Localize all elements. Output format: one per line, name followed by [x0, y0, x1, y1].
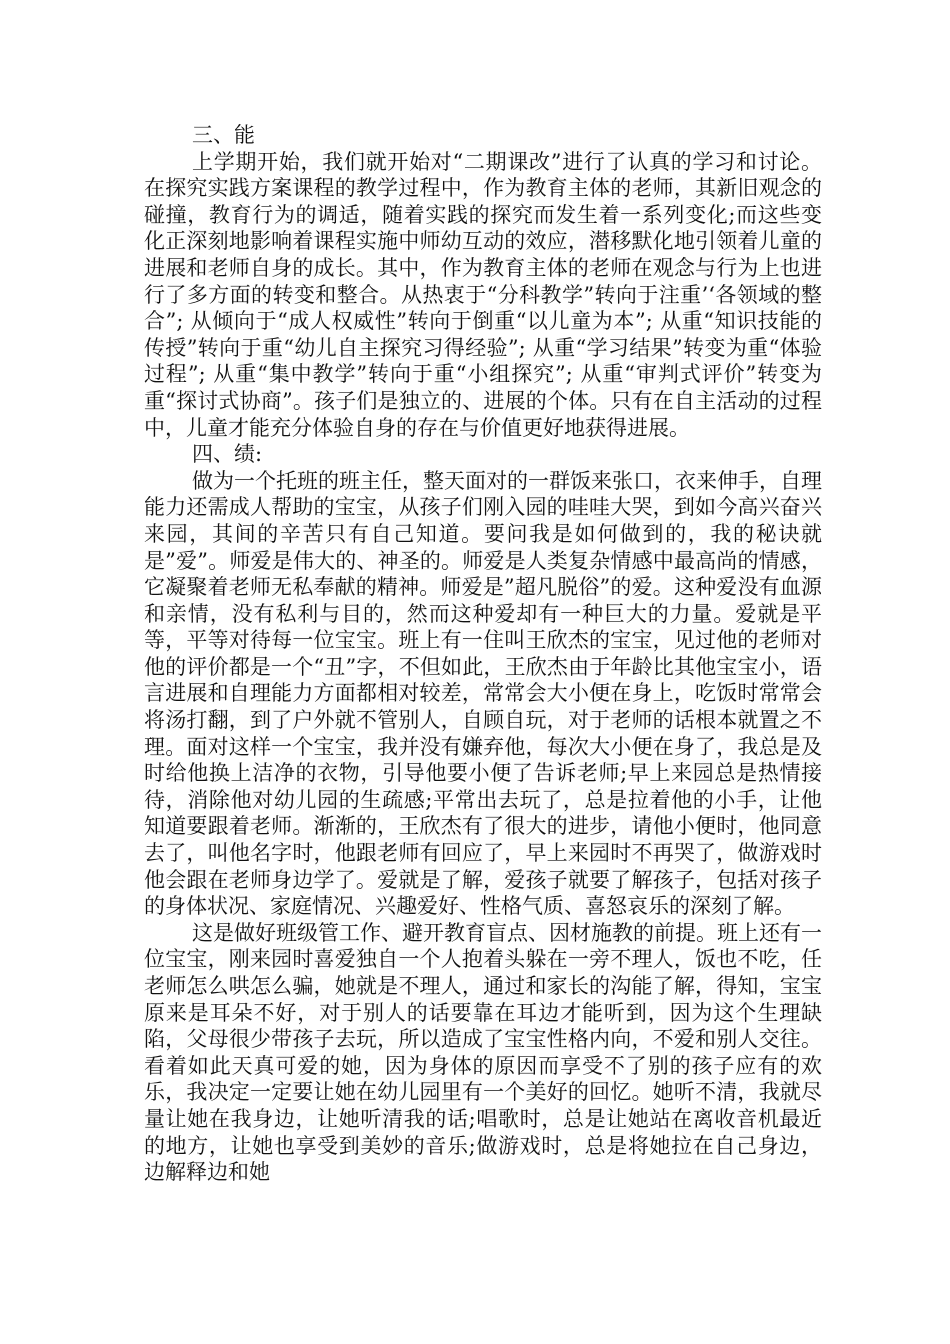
section-heading: 四、绩:	[192, 442, 263, 467]
document-body	[144, 122, 822, 1186]
body-paragraph: 这是做好班级管工作、避开教育盲点、因材施教的前提。班上还有一位宝宝，刚来园时喜爱独自一个人抱着头躲在一旁不理人，饭也不吃，任老师怎么哄怎么骗，她就是不理人，通过和家长的沟能了解，得知，宝宝原来是耳朵不好，对于别人的话要靠在耳边才能听到，因为这个生理缺陷，父母很少带孩子去玩，所以造成了宝宝性格内向，不爱和别人交往。看着如此天真可爱的她，因为身体的原因而享受不了别的孩子应有的欢乐，我决定一定要让她在幼儿园里有一个美好的回忆。她听不清，我就尽量让她在我身边，让她听清我的话;唱歌时，总是让她站在离收音机最近的地方，让她也享受到美妙的音乐;做游戏时，总是将她拉在自己身边，边解释边和她	[144, 920, 822, 1185]
body-paragraph: 做为一个托班的班主任，整天面对的一群饭来张口，衣来伸手，自理能力还需成人帮助的宝宝，从孩子们刚入园的哇哇大哭，到如今高兴奋兴来园，其间的辛苦只有自己知道。要问我是如何做到的，我的秘诀就是”爱”。师爱是伟大的、神圣的。师爱是人类复杂情感中最高尚的情感，它凝聚着老师无私奉献的精神。师爱是”超凡脱俗”的爱。这种爱没有血源和亲情，没有私利与目的，然而这种爱却有一种巨大的力量。爱就是平等，平等对待每一位宝宝。班上有一住叫王欣杰的宝宝，见过他的老师对他的评价都是一个“丑”字，不但如此，王欣杰由于年龄比其他宝宝小，语言进展和自理能力方面都相对较差，常常会大小便在身上，吃饭时常常会将汤打翻，到了户外就不管别人，自顾自玩，对于老师的话根本就置之不理。面对这样一个宝宝，我并没有嫌弃他，每次大小便在身了，我总是及时给他换上洁净的衣物，引导他要小便了告诉老师;早上来园总是热情接待，消除他对幼儿园的生疏感;平常出去玩了，总是拉着他的小手，让他知道要跟着老师。渐渐的，王欣杰有了很大的进步，请他小便时，他同意去了，叫他名字时，他跟老师有回应了，早上来园时不再哭了，做游戏时他会跟在老师身边学了。爱就是了解，爱孩子就要了解孩子，包括对孩子的身体状况、家庭情况、兴趣爱好、性格气质、喜怒哀乐的深刻了解。	[144, 468, 822, 919]
section-heading: 三、能	[192, 123, 255, 147]
body-paragraph: 上学期开始，我们就开始对“二期课改”进行了认真的学习和讨论。在探究实践方案课程的教学过程中，作为教育主体的老师，其新旧观念的碰撞，教育行为的调适，随着实践的探究而发生着一系列变化;而这些变化正深刻地影响着课程实施中师幼互动的效应，潜移默化地引领着儿童的进展和老师自身的成长。其中，作为教育主体的老师在观念与行为上也进行了多方面的转变和整合。从热衷于“分科教学”转向于注重’‘各领域的整合”; 从倾向于“成人权威性”转向于倒重“以儿童为本”; 从重“知识技能的传授”转向于重“幼儿自主探究习得经验”; 从重“学习结果”转变为重“体验过程”; 从重“集中教学”转向于重“小组探究”; 从重“审判式评价”转变为重“探讨式协商”。孩子们是独立的、进展的个体。只有在自主活动的过程中，儿童才能充分体验自身的存在与价值更好地获得进展。	[144, 149, 822, 440]
